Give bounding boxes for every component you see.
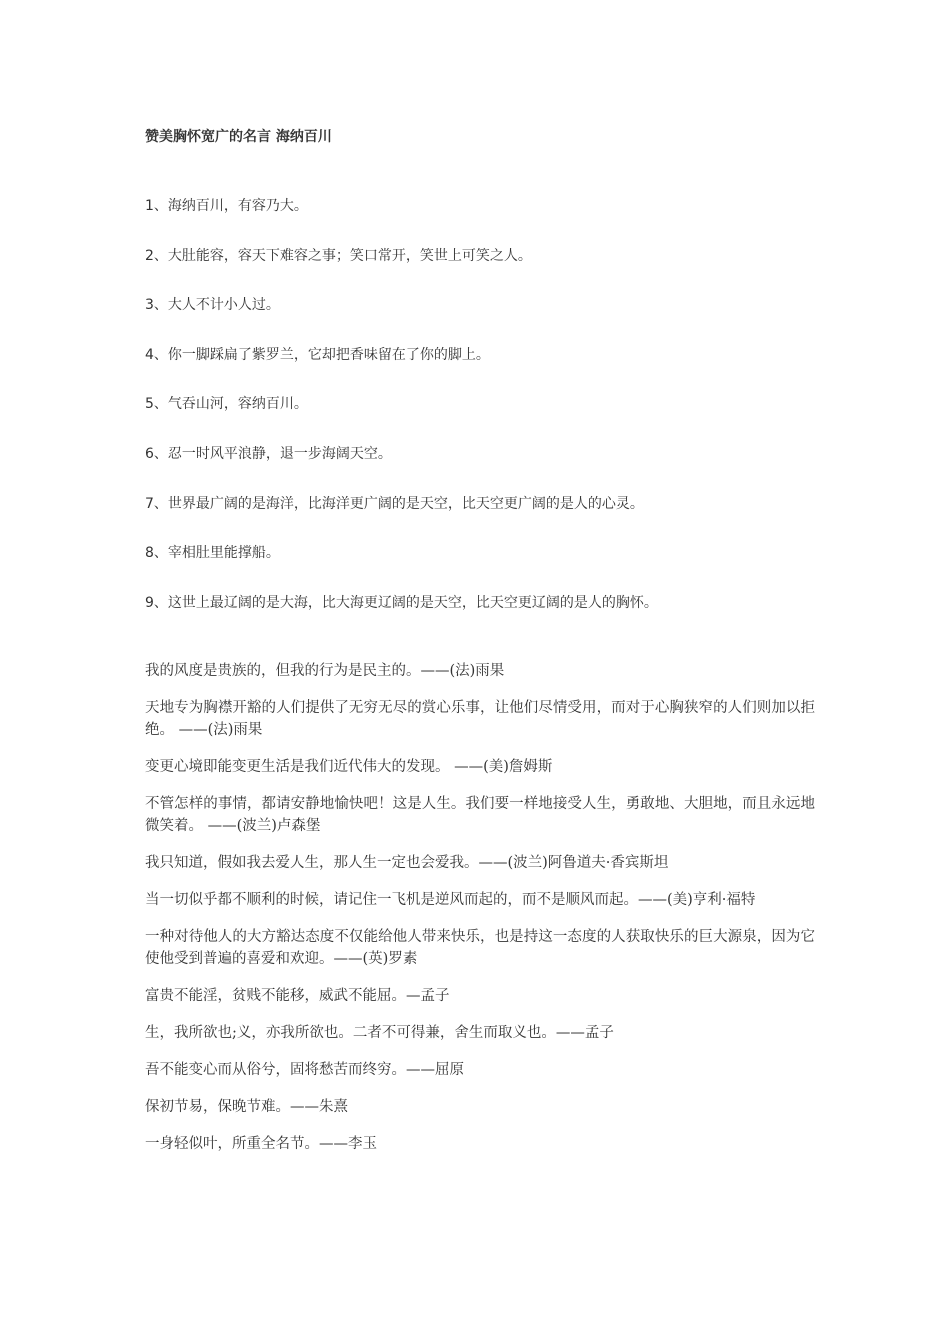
item-number: 5 [145,396,154,413]
item-text: 、宰相肚里能撑船。 [153,545,280,562]
list-item [145,246,658,266]
list-item [145,543,658,563]
quote-paragraph: 一种对待他人的大方豁达态度不仅能给他人带来快乐，也是持这一态度的人获取快乐的巨大源泉，因为它使他受到普遍的喜爱和欢迎。——(英)罗素 [145,929,815,967]
attributed-quotes [145,660,815,1170]
item-text: 、忍一时风平浪静，退一步海阔天空。 [153,445,392,462]
list-item [145,444,658,464]
item-text: 、这世上最辽阔的是大海，比大海更辽阔的是天空，比天空更辽阔的是人的胸怀。 [153,594,658,611]
quote-paragraph: 不管怎样的事情，都请安静地愉快吧！这是人生。我们要一样地接受人生，勇敢地、大胆地，而且永远地微笑着。 ——(波兰)卢森堡 [145,796,815,834]
item-text: 、海纳百川，有容乃大。 [153,198,308,214]
quote-paragraph: 吾不能变心而从俗兮，固将愁苦而终穷。——屈原 [145,1062,464,1078]
quote-paragraph: 保初节易，保晚节难。——朱熹 [145,1099,348,1115]
quote-paragraph: 天地专为胸襟开豁的人们提供了无穷无尽的赏心乐事，让他们尽情受用，而对于心胸狭窄的人们则加以拒绝。 ——(法)雨果 [145,700,815,738]
quote-paragraph: 生，我所欲也;义，亦我所欲也。二者不可得兼，舍生而取义也。——孟子 [145,1025,614,1041]
list-item [145,345,658,365]
quote-paragraph: 富贵不能淫，贫贱不能移，威武不能屈。—孟子 [145,988,450,1004]
item-number: 7 [145,495,154,512]
quote-paragraph: 一身轻似叶，所重全名节。——李玉 [145,1136,377,1152]
item-number: 2 [145,247,154,264]
list-item [145,593,658,613]
quote-paragraph: 当一切似乎都不顺利的时候，请记住一飞机是逆风而起的，而不是顺风而起。——(美)亨利·福特 [145,892,756,908]
quote-paragraph: 变更心境即能变更生活是我们近代伟大的发现。 ——(美)詹姆斯 [145,759,553,775]
item-text: 、大人不计小人过。 [153,297,280,314]
item-number: 4 [145,346,154,363]
item-text: 、世界最广阔的是海洋，比海洋更广阔的是天空，比天空更广阔的是人的心灵。 [153,495,644,512]
item-number: 9 [145,594,154,611]
numbered-quote-list [145,196,658,642]
quote-paragraph: 我只知道，假如我去爱人生，那人生一定也会爱我。——(波兰)阿鲁道夫·香宾斯坦 [145,855,669,871]
item-number: 8 [145,545,154,562]
item-number: 6 [145,445,154,462]
item-number: 1 [145,198,154,214]
document-title: 赞美胸怀宽广的名言 海纳百川 [145,129,332,145]
quote-paragraph: 我的风度是贵族的，但我的行为是民主的。——(法)雨果 [145,663,505,679]
list-item [145,295,658,315]
list-item [145,196,658,216]
list-item [145,394,658,414]
item-number: 3 [145,297,154,314]
list-item [145,494,658,514]
item-text: 、大肚能容，容天下难容之事；笑口常开，笑世上可笑之人。 [153,247,532,264]
item-text: 、气吞山河，容纳百川。 [153,396,308,413]
item-text: 、你一脚踩扁了紫罗兰，它却把香味留在了你的脚上。 [153,346,490,363]
